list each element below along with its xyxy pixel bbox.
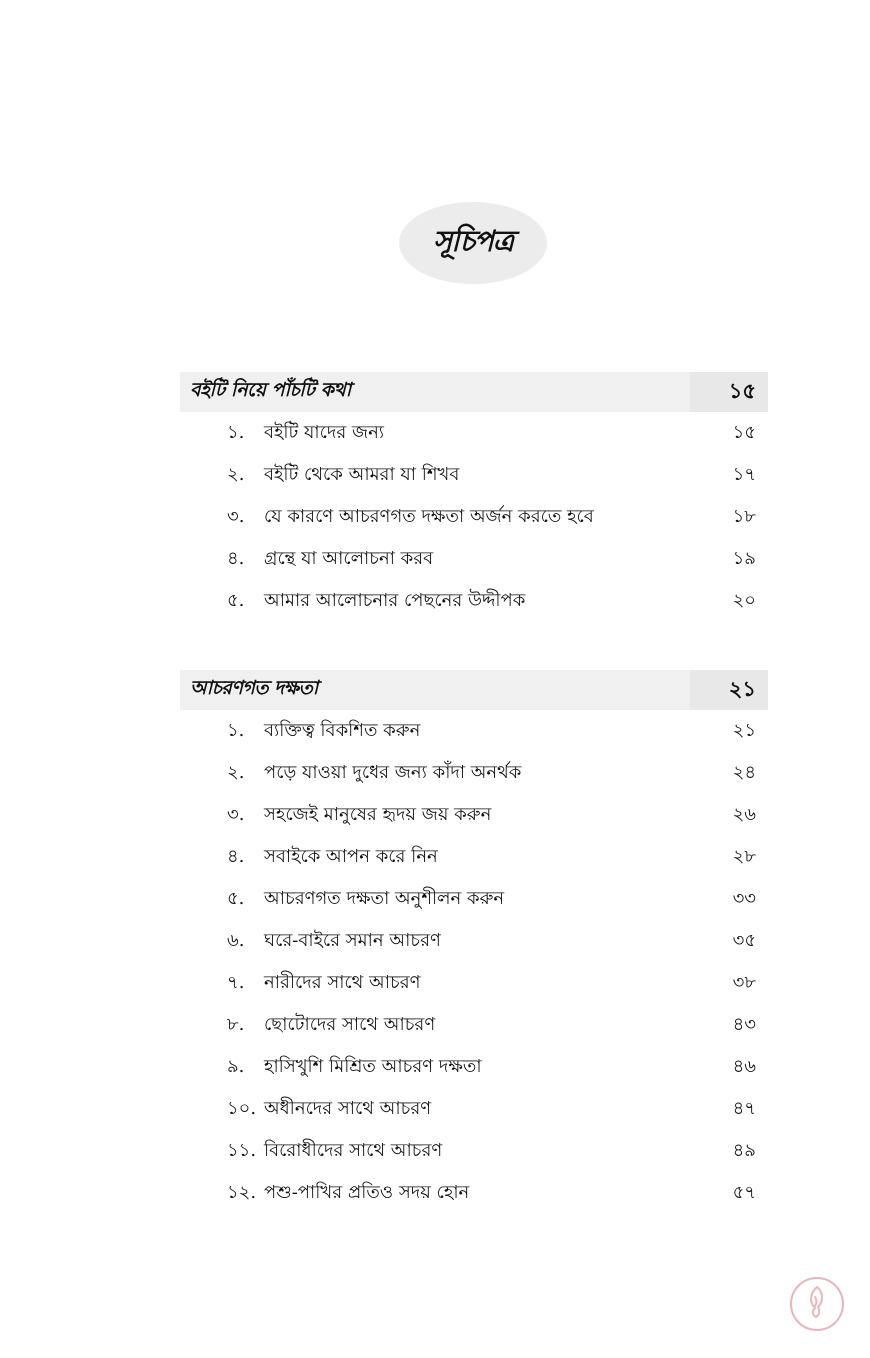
entry-title: হাসিখুশি মিশ্রিত আচরণ দক্ষতা [264, 1055, 482, 1077]
toc-section [180, 372, 768, 622]
entry-number: ৪. [227, 845, 245, 867]
toc-entry-list [180, 710, 768, 1214]
entry-page-number: ৩৫ [732, 929, 756, 951]
entry-page-number: ৫৭ [732, 1181, 756, 1203]
entry-number: ১. [227, 421, 245, 443]
toc-entry[interactable] [180, 412, 768, 454]
entry-number: ৩. [227, 803, 245, 825]
entry-page-number: ২০ [732, 589, 756, 611]
toc-entry[interactable] [180, 1046, 768, 1088]
toc-entry[interactable] [180, 1130, 768, 1172]
entry-number: ১. [227, 719, 245, 741]
entry-number: ৯. [227, 1055, 245, 1077]
toc-entry[interactable] [180, 454, 768, 496]
entry-title: অধীনদের সাথে আচরণ [264, 1097, 432, 1119]
toc-entry[interactable] [180, 538, 768, 580]
entry-page-number: ২৮ [732, 845, 756, 867]
entry-number: ১২. [227, 1181, 257, 1203]
entry-title: ছোটোদের সাথে আচরণ [264, 1013, 436, 1035]
entry-title: নারীদের সাথে আচরণ [264, 971, 421, 993]
toc-entry[interactable] [180, 1088, 768, 1130]
entry-title: পড়ে যাওয়া দুধের জন্য কাঁদা অনর্থক [264, 761, 522, 783]
entry-number: ১০. [227, 1097, 257, 1119]
entry-number: ৫. [227, 589, 245, 611]
toc-entry-list [180, 412, 768, 622]
entry-number: ৬. [227, 929, 245, 951]
entry-page-number: ৪৬ [732, 1055, 756, 1077]
section-title: আচরণগত দক্ষতা [190, 677, 318, 699]
toc-entry[interactable] [180, 1004, 768, 1046]
entry-title: বইটি থেকে আমরা যা শিখব [264, 463, 460, 485]
toc-entry[interactable] [180, 836, 768, 878]
quill-pen-icon [802, 1284, 832, 1324]
entry-title: ঘরে-বাইরে সমান আচরণ [264, 929, 441, 951]
entry-title: পশু-পাখির প্রতিও সদয় হোন [264, 1181, 470, 1203]
entry-title: গ্রন্থে যা আলোচনা করব [264, 547, 434, 569]
entry-title: বইটি যাদের জন্য [264, 421, 385, 443]
entry-page-number: ১৫ [732, 421, 756, 443]
entry-page-number: ১৯ [732, 547, 756, 569]
entry-title: সবাইকে আপন করে নিন [264, 845, 438, 867]
toc-entry[interactable] [180, 962, 768, 1004]
publisher-logo [790, 1277, 844, 1331]
entry-number: ২. [227, 463, 245, 485]
section-page-number: ২১ [690, 670, 768, 710]
entry-number: ২. [227, 761, 245, 783]
toc-entry[interactable] [180, 794, 768, 836]
entry-number: ৭. [227, 971, 245, 993]
entry-number: ৫. [227, 887, 245, 909]
entry-title: ব্যক্তিত্ব বিকশিত করুন [264, 719, 421, 741]
entry-number: ৩. [227, 505, 245, 527]
entry-page-number: ১৮ [732, 505, 756, 527]
entry-title: আচরণগত দক্ষতা অনুশীলন করুন [264, 887, 505, 909]
entry-page-number: ২৬ [732, 803, 756, 825]
section-header[interactable] [180, 670, 768, 710]
entry-title: আমার আলোচনার পেছনের উদ্দীপক [264, 589, 526, 611]
entry-title: সহজেই মানুষের হৃদয় জয় করুন [264, 803, 492, 825]
entry-number: ১১. [227, 1139, 257, 1161]
toc-entry[interactable] [180, 710, 768, 752]
entry-number: ৪. [227, 547, 245, 569]
section-page-number: ১৫ [690, 372, 768, 412]
entry-page-number: ২১ [732, 719, 756, 741]
entry-page-number: ৩৮ [732, 971, 756, 993]
toc-entry[interactable] [180, 580, 768, 622]
toc-section [180, 670, 768, 1214]
title-badge [399, 202, 547, 284]
toc-entry[interactable] [180, 1172, 768, 1214]
entry-page-number: ২৪ [732, 761, 756, 783]
section-title: বইটি নিয়ে পাঁচটি কথা [190, 379, 351, 401]
entry-page-number: ৪৭ [732, 1097, 756, 1119]
section-header[interactable] [180, 372, 768, 412]
entry-page-number: ১৭ [732, 463, 756, 485]
toc-entry[interactable] [180, 496, 768, 538]
toc-entry[interactable] [180, 878, 768, 920]
entry-title: বিরোধীদের সাথে আচরণ [264, 1139, 443, 1161]
toc-entry[interactable] [180, 920, 768, 962]
toc-entry[interactable] [180, 752, 768, 794]
entry-number: ৮. [227, 1013, 245, 1035]
entry-page-number: ৩৩ [732, 887, 756, 909]
entry-page-number: ৪৯ [732, 1139, 756, 1161]
page-title: সূচিপত্র [432, 223, 514, 258]
entry-page-number: ৪৩ [732, 1013, 756, 1035]
entry-title: যে কারণে আচরণগত দক্ষতা অর্জন করতে হবে [264, 505, 594, 527]
